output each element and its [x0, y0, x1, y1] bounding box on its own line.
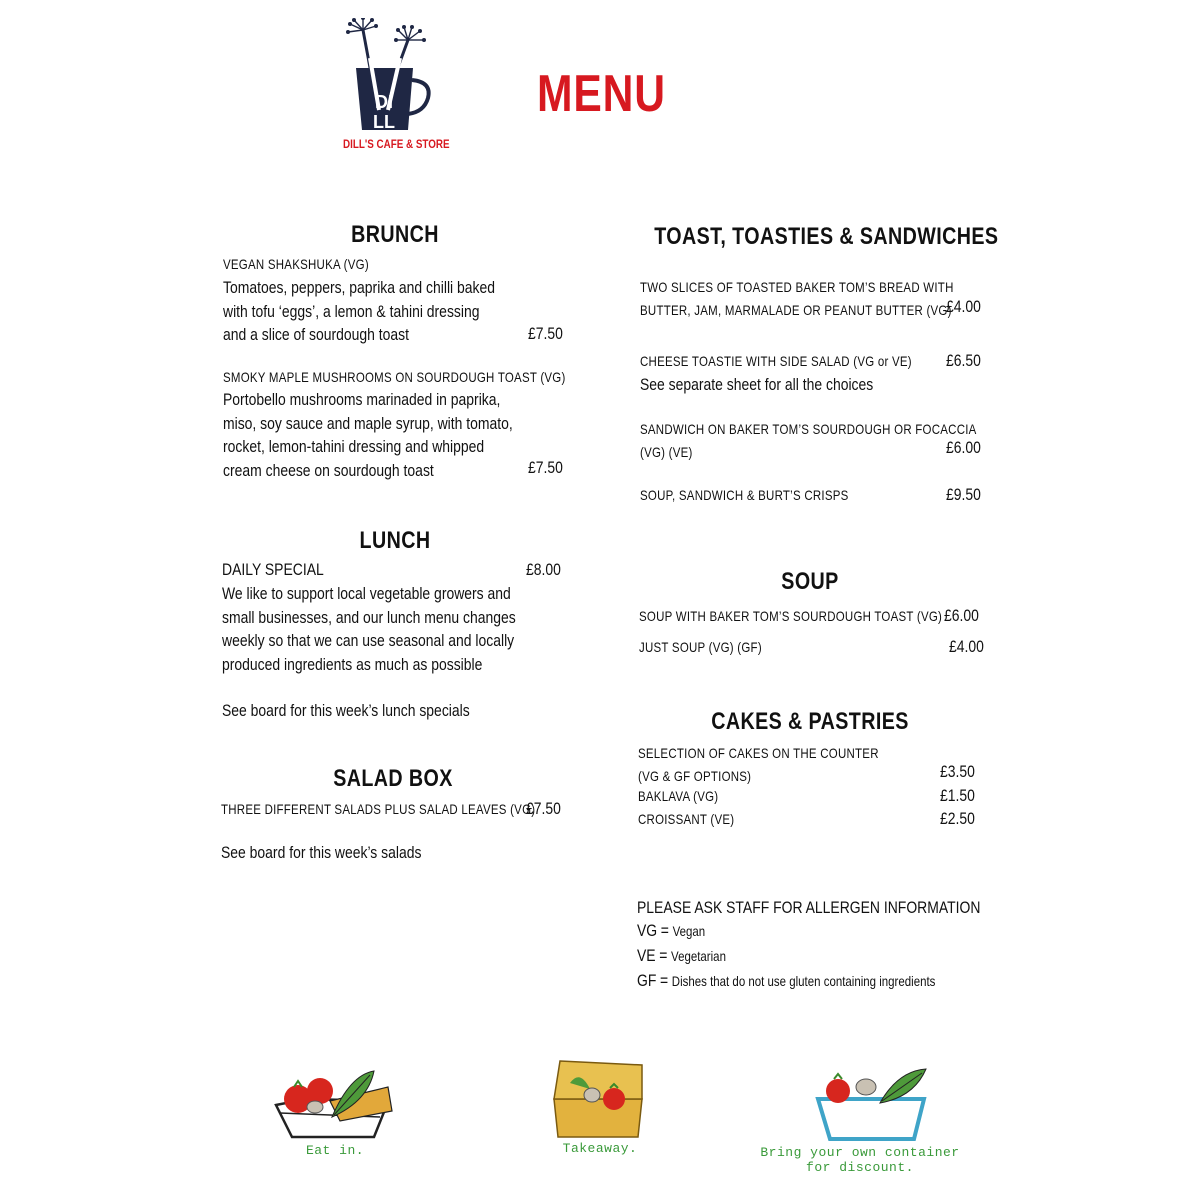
- allergen-key-vg: VG = Vegan: [637, 921, 706, 940]
- lunch-description: We like to support local vegetable growers and small businesses, and our lunch menu changes weekly so that we can use seasonal and locally produced ingredients as much as possible: [222, 584, 516, 674]
- item-name-daily-special: DAILY SPECIAL: [222, 560, 324, 579]
- item-price-croissant: £2.50: [940, 809, 975, 828]
- item-name-baklava: BAKLAVA (VG): [638, 788, 719, 804]
- store-name: DILL'S CAFE & STORE: [343, 137, 450, 151]
- item-price-salad-box: £7.50: [526, 799, 561, 818]
- takeaway-box-icon: [550, 1055, 650, 1140]
- item-price-daily-special: £8.00: [526, 560, 561, 579]
- section-title-soup: SOUP: [781, 568, 839, 595]
- item-name-soup-with-toast: SOUP WITH BAKER TOM’S SOURDOUGH TOAST (VG): [639, 608, 943, 624]
- cheese-toastie-note: See separate sheet for all the choices: [640, 375, 874, 394]
- svg-text:LL: LL: [373, 112, 395, 132]
- allergen-heading: PLEASE ASK STAFF FOR ALLERGEN INFORMATION: [637, 898, 981, 917]
- item-price-toasted-bread: £4.00: [946, 297, 981, 316]
- section-title-cakes: CAKES & PASTRIES: [711, 708, 909, 735]
- item-name-cakes-selection: SELECTION OF CAKES ON THE COUNTER (VG & GF OPTIONS): [638, 745, 879, 784]
- item-price-cheese-toastie: £6.50: [946, 351, 981, 370]
- item-name-just-soup: JUST SOUP (VG) (GF): [639, 639, 762, 655]
- page-title: MENU: [537, 65, 666, 123]
- item-price-just-soup: £4.00: [949, 637, 984, 656]
- item-name-toasted-bread: TWO SLICES OF TOASTED BAKER TOM’S BREAD WITH BUTTER, JAM, MARMALADE OR PEANUT BUTTER (VG): [640, 279, 954, 318]
- item-price-sandwich: £6.00: [946, 438, 981, 457]
- allergen-key-gf: GF = Dishes that do not use gluten containing ingredients: [637, 971, 936, 990]
- item-price-baklava: £1.50: [940, 786, 975, 805]
- section-title-toast: TOAST, TOASTIES & SANDWICHES: [654, 223, 999, 250]
- item-price-soup-sandwich-crisps: £9.50: [946, 485, 981, 504]
- item-name-vegan-shakshuka: VEGAN SHAKSHUKA (VG): [223, 256, 369, 272]
- item-desc-smoky-maple-mushrooms: Portobello mushrooms marinaded in paprika, miso, soy sauce and maple syrup, with tomato, rocket, lemon-tahini dressing and whipped cream cheese on sourdough toast: [223, 390, 513, 480]
- dill-mug-logo-icon: [338, 18, 438, 153]
- takeaway-caption: Takeaway.: [562, 1141, 638, 1156]
- item-price-smoky-maple-mushrooms: £7.50: [528, 458, 563, 477]
- svg-text:DI: DI: [375, 92, 393, 112]
- item-price-vegan-shakshuka: £7.50: [528, 324, 563, 343]
- lunch-note: See board for this week’s lunch specials: [222, 701, 470, 720]
- eat-in-caption: Eat in.: [305, 1143, 365, 1158]
- section-title-brunch: BRUNCH: [351, 221, 439, 248]
- item-name-salad-box: THREE DIFFERENT SALADS PLUS SALAD LEAVES (VG): [221, 801, 536, 817]
- eat-in-basket-icon: [270, 1065, 400, 1145]
- allergen-key-ve: VE = Vegetarian: [637, 946, 726, 965]
- item-price-soup-with-toast: £6.00: [944, 606, 979, 625]
- item-name-sandwich: SANDWICH ON BAKER TOM’S SOURDOUGH OR FOCACCIA (VG) (VE): [640, 421, 977, 460]
- section-title-lunch: LUNCH: [359, 527, 431, 554]
- item-name-smoky-maple-mushrooms: SMOKY MAPLE MUSHROOMS ON SOURDOUGH TOAST (VG): [223, 369, 566, 385]
- salad-box-note: See board for this week’s salads: [221, 843, 422, 862]
- logo: [338, 18, 438, 153]
- own-container-icon: [810, 1065, 940, 1145]
- item-name-croissant: CROISSANT (VE): [638, 811, 735, 827]
- allergen-key: [637, 919, 935, 994]
- item-name-cheese-toastie: CHEESE TOASTIE WITH SIDE SALAD (VG or VE): [640, 353, 912, 369]
- own-container-caption: Bring your own container for discount.: [760, 1145, 960, 1175]
- item-name-soup-sandwich-crisps: SOUP, SANDWICH & BURT’S CRISPS: [640, 487, 849, 503]
- item-desc-vegan-shakshuka: Tomatoes, peppers, paprika and chilli baked with tofu ‘eggs’, a lemon & tahini dressing and a slice of sourdough toast: [223, 278, 495, 344]
- item-price-cakes-selection: £3.50: [940, 762, 975, 781]
- section-title-salad-box: SALAD BOX: [333, 765, 453, 792]
